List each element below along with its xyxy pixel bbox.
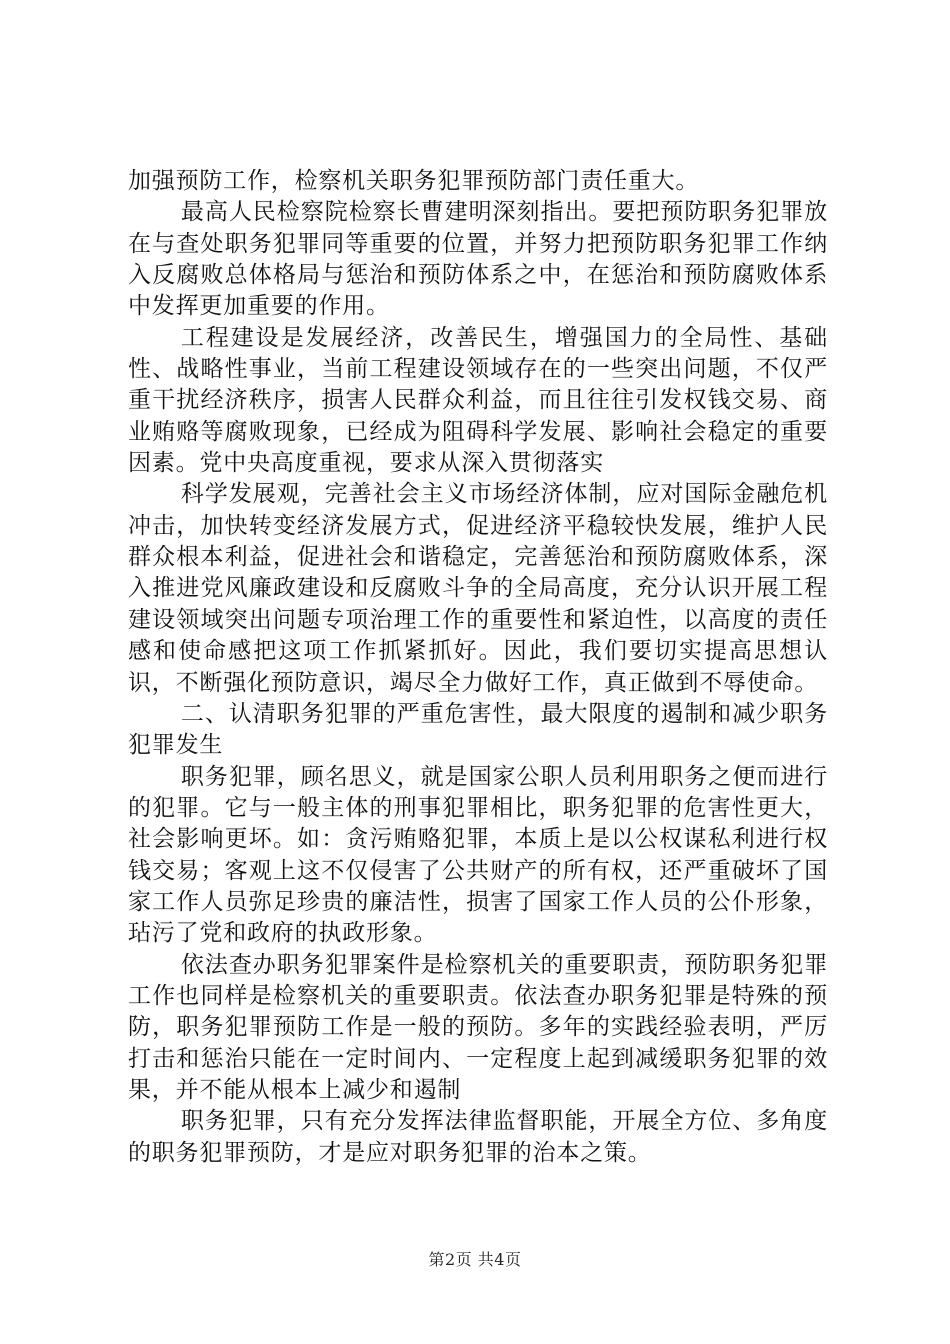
document-body	[128, 166, 828, 1169]
paragraph-6: 依法查办职务犯罪案件是检察机关的重要职责，预防职务犯罪工作也同样是检察机关的重要职责。依法查办职务犯罪是特殊的预防，职务犯罪预防工作是一般的预防。多年的实践经验表明，严厉打击和惩治只能在一定时间内、一定程度上起到减缓职务犯罪的效果，并不能从根本上减少和遏制	[128, 951, 828, 1103]
paragraph-4: 科学发展观，完善社会主义市场经济体制，应对国际金融危机冲击，加快转变经济发展方式，促进经济平稳较快发展，维护人民群众根本利益，促进社会和谐稳定，完善惩治和预防腐败体系，深入推进党风廉政建设和反腐败斗争的全局高度，充分认识开展工程建设领域突出问题专项治理工作的重要性和紧迫性，以高度的责任感和使命感把这项工作抓紧抓好。因此，我们要切实提高思想认识，不断强化预防意识，竭尽全力做好工作，真正做到不辱使命。	[128, 481, 828, 696]
paragraph-1: 加强预防工作，检察机关职务犯罪预防部门责任重大。	[128, 168, 700, 194]
paragraph-2: 最高人民检察院检察长曹建明深刻指出。要把预防职务犯罪放在与查处职务犯罪同等重要的位置，并努力把预防职务犯罪工作纳入反腐败总体格局与惩治和预防体系之中，在惩治和预防腐败体系中发挥更加重要的作用。	[128, 199, 828, 320]
paragraph-7: 职务犯罪，只有充分发挥法律监督职能，开展全方位、多角度的职务犯罪预防，才是应对职务犯罪的治本之策。	[128, 1108, 828, 1166]
paragraph-5: 职务犯罪，顾名思义，就是国家公职人员利用职务之便而进行的犯罪。它与一般主体的刑事犯罪相比，职务犯罪的危害性更大，社会影响更坏。如：贪污贿赂犯罪，本质上是以公权谋私利进行权钱交易；客观上这不仅侵害了公共财产的所有权，还严重破坏了国家工作人员弥足珍贵的廉洁性，损害了国家工作人员的公仆形象，玷污了党和政府的执政形象。	[128, 763, 828, 947]
paragraph-3: 工程建设是发展经济，改善民生，增强国力的全局性、基础性、战略性事业，当前工程建设领域存在的一些突出问题，不仅严重干扰经济秩序，损害人民群众利益，而且往往引发权钱交易、商业贿赂等腐败现象，已经成为阻碍科学发展、影响社会稳定的重要因素。党中央高度重视，要求从深入贯彻落实	[128, 324, 828, 477]
page-number-footer: 第2页 共4页	[428, 1250, 522, 1269]
section-heading-2: 二、认清职务犯罪的严重危害性，最大限度的遏制和减少职务犯罪发生	[128, 700, 828, 759]
